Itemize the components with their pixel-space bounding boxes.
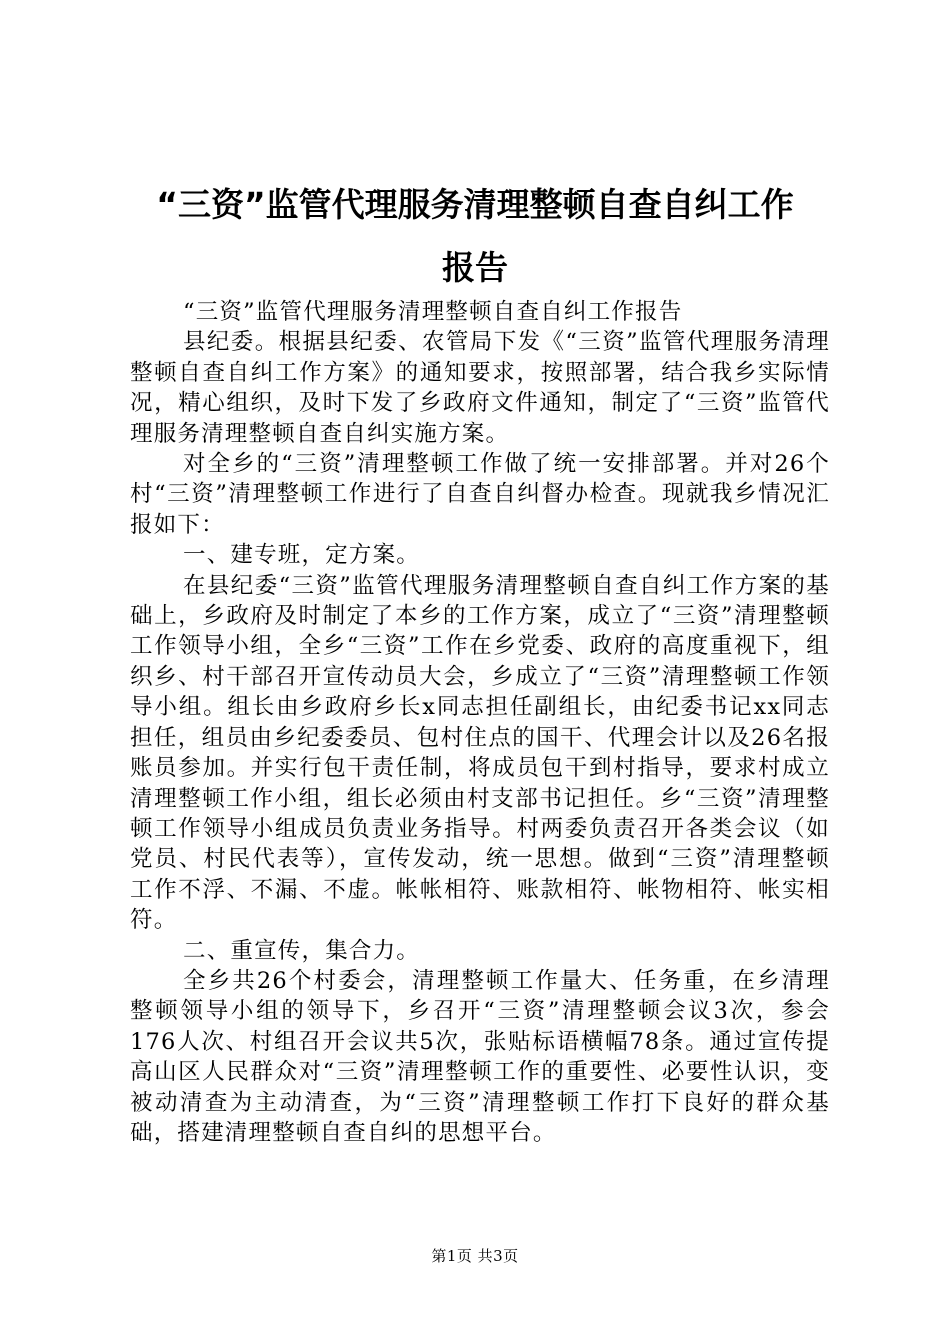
paragraph-overview: 对全乡的“三资”清理整顿工作做了统一安排部署。并对26个村“三资”清理整顿工作进行了自查自纠督办检查。现就我乡情况汇报如下： xyxy=(130,451,830,538)
document-body xyxy=(130,297,830,1148)
page-number-footer: 第1页 共3页 xyxy=(431,1247,519,1265)
paragraph-intro: 县纪委。根据县纪委、农管局下发《“三资”监管代理服务清理整顿自查自纠工作方案》的通知要求，按照部署，结合我乡实际情况，精心组织，及时下发了乡政府文件通知，制定了“三资”监管代理服务清理整顿自查自纠实施方案。 xyxy=(130,329,830,447)
section-heading-1: 一、建专班，定方案。 xyxy=(183,542,421,569)
section-heading-2: 二、重宣传，集合力。 xyxy=(183,937,421,964)
paragraph-section-1: 在县纪委“三资”监管代理服务清理整顿自查自纠工作方案的基础上，乡政府及时制定了本乡的工作方案，成立了“三资”清理整顿工作领导小组，全乡“三资”工作在乡党委、政府的高度重视下，组织乡、村干部召开宣传动员大会，乡成立了“三资”清理整顿工作领导小组。组长由乡政府乡长x同志担任副组长，由纪委书记xx同志担任，组员由乡纪委委员、包村住点的国干、代理会计以及26名报账员参加。并实行包干责任制，将成员包干到村指导，要求村成立清理整顿工作小组，组长必须由村支部书记担任。乡“三资”清理整顿工作领导小组成员负责业务指导。村两委负责召开各类会议（如党员、村民代表等），宣传发动，统一思想。做到“三资”清理整顿工作不浮、不漏、不虚。帐帐相符、账款相符、帐物相符、帐实相符。 xyxy=(130,572,830,934)
paragraph-section-2: 全乡共26个村委会，清理整顿工作量大、任务重，在乡清理整顿领导小组的领导下，乡召开“三资”清理整顿会议3次，参会176人次、村组召开会议共5次，张贴标语横幅78条。通过宣传提高山区人民群众对“三资”清理整顿工作的重要性、必要性认识，变被动清查为主动清查，为“三资”清理整顿工作打下良好的群众基础，搭建清理整顿自查自纠的思想平台。 xyxy=(130,967,830,1146)
document-title-line-1: “三资”监管代理服务清理整顿自查自纠工作 xyxy=(156,185,794,224)
paragraph-subtitle: “三资”监管代理服务清理整顿自查自纠工作报告 xyxy=(183,299,683,325)
document-title-line-2: 报告 xyxy=(442,248,508,287)
